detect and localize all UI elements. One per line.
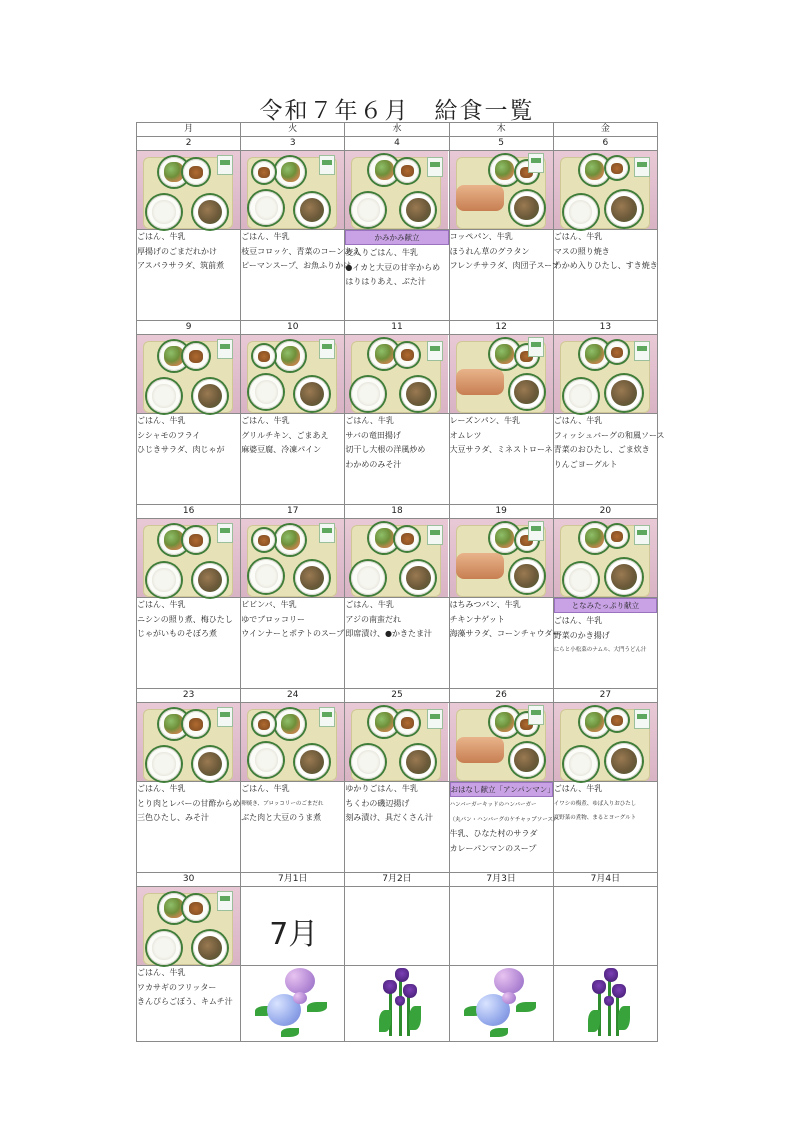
july-label: 7月 <box>269 917 319 952</box>
date-cell: 11 <box>345 321 449 335</box>
menu-line: ほうれん草のグラタン <box>449 246 530 256</box>
date-cell: 13 <box>553 321 657 335</box>
menu-line: わかめ入りひたし、すき焼き <box>553 261 658 270</box>
milk-carton <box>528 153 544 173</box>
menu-cell <box>345 414 449 505</box>
date-cell: 6 <box>553 137 657 151</box>
menu-line: きんぴらごぼう、キムチ汁 <box>137 997 233 1006</box>
menu-line: ごはん、牛乳 <box>345 416 394 425</box>
soup-bowl <box>193 563 227 597</box>
menu-line: じゃがいものそぼろ煮 <box>137 629 217 638</box>
weekday-tue: 火 <box>241 123 345 137</box>
date-row <box>137 873 658 887</box>
menu-line: ごはん、牛乳 <box>553 232 603 241</box>
menu-line: チキンナゲット <box>449 614 505 624</box>
menu-cell <box>449 414 553 505</box>
photo-cell <box>449 151 553 230</box>
menu-cell <box>241 230 361 321</box>
weekday-header-row <box>137 123 658 137</box>
soup-bowl <box>295 561 329 595</box>
photo-cell <box>241 519 345 598</box>
soup-bowl <box>606 375 642 411</box>
soup-bowl <box>193 747 227 781</box>
main-dish-plate <box>183 159 209 185</box>
side-dish-plate <box>275 525 305 555</box>
menu-line: ごはん、牛乳 <box>241 232 290 241</box>
photo-cell <box>553 887 657 966</box>
date-cell: 7月3日 <box>449 873 553 887</box>
meal-photo <box>450 335 553 413</box>
menu-line: ●イカと大豆の甘辛からめ <box>345 262 441 272</box>
meal-photo <box>554 335 657 413</box>
menu-row <box>137 414 658 505</box>
rice-bowl <box>147 931 181 965</box>
soup-bowl <box>193 379 227 413</box>
menu-line: ハンバーガーキッドのハンバーガー <box>449 802 537 808</box>
menu-line: ピーマンスープ、お魚ふりかけ <box>241 261 352 270</box>
photo-cell <box>553 151 657 230</box>
photo-cell <box>449 887 553 966</box>
photo-cell <box>345 151 449 230</box>
menu-cell <box>137 966 241 1042</box>
photo-cell <box>449 703 553 782</box>
milk-carton <box>634 525 650 545</box>
date-cell: 18 <box>345 505 449 519</box>
photo-row <box>137 335 658 414</box>
date-cell: 4 <box>345 137 449 151</box>
rice-bowl <box>147 747 181 781</box>
menu-cell <box>137 230 241 321</box>
date-cell: 16 <box>137 505 241 519</box>
special-menu-badge: となみたっぷり献立 <box>554 598 657 613</box>
photo-cell <box>553 703 657 782</box>
meal-photo <box>137 703 240 781</box>
menu-line: ごはん、牛乳 <box>137 416 186 425</box>
menu-line: 切干し大根の洋風炒め <box>345 445 426 454</box>
photo-row <box>137 151 658 230</box>
menu-line: りんごヨーグルト <box>553 459 618 469</box>
meal-photo <box>345 703 448 781</box>
date-cell: 7月1日 <box>241 873 345 887</box>
milk-carton <box>427 709 443 729</box>
menu-cell <box>137 598 241 689</box>
soup-bowl <box>193 931 227 965</box>
main-dish-plate <box>183 527 209 553</box>
photo-row <box>137 519 658 598</box>
menu-line: 野菜のかき揚げ <box>553 630 610 640</box>
date-cell: 12 <box>449 321 553 335</box>
menu-cell <box>553 598 657 689</box>
menu-line: ニシンの照り煮、梅ひたし <box>137 614 233 624</box>
menu-line: レーズンパン、牛乳 <box>449 416 520 425</box>
bread <box>456 369 504 395</box>
side-dish-plate <box>275 341 305 371</box>
menu-cell <box>345 782 449 873</box>
milk-carton <box>217 707 233 727</box>
milk-carton <box>528 705 544 725</box>
iris-icon <box>345 966 448 1041</box>
date-cell: 2 <box>137 137 241 151</box>
photo-cell <box>241 335 345 414</box>
menu-row <box>137 782 658 873</box>
soup-bowl <box>295 193 329 227</box>
menu-cell <box>449 230 560 321</box>
date-cell: 26 <box>449 689 553 703</box>
rice-bowl <box>249 191 283 225</box>
menu-line: 三色ひたし、みそ汁 <box>137 813 209 822</box>
menu-line: ごはん、牛乳 <box>345 600 394 609</box>
menu-line: シシャモのフライ <box>137 430 201 440</box>
flower-cell <box>345 966 449 1042</box>
menu-line: 卵焼き、ブロッコリーのごまだれ <box>241 800 324 807</box>
soup-bowl <box>606 743 642 779</box>
rice-bowl <box>564 563 598 597</box>
menu-line: 即席漬け、●かきたま汁 <box>345 629 433 638</box>
bread <box>456 553 504 579</box>
menu-row <box>137 230 658 321</box>
photo-row <box>137 887 658 966</box>
rice-bowl <box>147 379 181 413</box>
flower-cell <box>449 966 553 1042</box>
menu-line: ゆかりごはん、牛乳 <box>345 784 418 793</box>
page-title: 令和７年６月 給食一覧 <box>259 98 535 124</box>
menu-line: （丸パン・ハンバーグのケチャップソース） <box>449 816 559 823</box>
menu-line: ごはん、牛乳 <box>241 416 290 425</box>
date-cell: 27 <box>553 689 657 703</box>
soup-bowl <box>510 191 544 225</box>
meal-photo <box>345 335 448 413</box>
photo-cell <box>241 703 345 782</box>
photo-cell <box>553 335 657 414</box>
menu-line: ちくわの磯辺揚げ <box>345 798 410 808</box>
rice-bowl <box>147 563 181 597</box>
photo-cell <box>345 335 449 414</box>
calendar-body <box>137 137 665 1042</box>
menu-line: ごはん、牛乳 <box>137 968 186 977</box>
menu-line: わかめのみそ汁 <box>345 459 402 469</box>
menu-line: 刻み漬け、具だくさん汁 <box>345 813 434 822</box>
date-cell: 24 <box>241 689 345 703</box>
milk-carton <box>528 337 544 357</box>
date-cell: 17 <box>241 505 345 519</box>
photo-cell <box>553 519 657 598</box>
milk-carton <box>634 709 650 729</box>
photo-row <box>137 703 658 782</box>
menu-line: 麦入りごはん、牛乳 <box>345 248 418 257</box>
main-dish-plate <box>183 343 209 369</box>
menu-line: マスの照り焼き <box>553 246 610 256</box>
menu-line: ごはん、牛乳 <box>137 232 186 241</box>
iris-icon <box>554 966 657 1041</box>
meal-photo <box>345 519 448 597</box>
menu-line: ビビンバ、牛乳 <box>241 600 297 609</box>
menu-cell <box>553 414 665 505</box>
menu-line: 大豆サラダ、ミネストローネ <box>449 445 553 454</box>
milk-carton <box>319 339 335 359</box>
meal-photo <box>137 519 240 597</box>
menu-line: 厚揚げのごまだれかけ <box>137 246 217 256</box>
date-cell: 19 <box>449 505 553 519</box>
menu-row <box>137 598 658 689</box>
date-cell: 10 <box>241 321 345 335</box>
menu-line: フィッシュバーグの和風ソース <box>553 430 665 440</box>
menu-line: 麻婆豆腐、冷凍パイン <box>241 445 322 454</box>
menu-line: ウインナーとポテトのスープ <box>241 629 345 638</box>
meal-photo <box>241 335 344 413</box>
photo-cell <box>345 703 449 782</box>
soup-bowl <box>510 559 544 593</box>
meal-photo <box>137 887 240 965</box>
menu-cell <box>241 598 345 689</box>
menu-cell <box>137 782 241 873</box>
menu-line: にらと小松菜のナムル、大門うどん汁 <box>553 647 647 653</box>
menu-line: 枝豆コロッケ、青菜のコーンあえ <box>241 246 361 256</box>
bread <box>456 185 504 211</box>
bread <box>456 737 504 763</box>
date-cell: 23 <box>137 689 241 703</box>
menu-line: フレンチサラダ、肉団子スープ <box>449 261 560 270</box>
menu-line: 牛乳、ひなた村のサラダ <box>449 829 538 838</box>
date-cell: 9 <box>137 321 241 335</box>
date-cell: 7月4日 <box>553 873 657 887</box>
weekday-fri: 金 <box>553 123 657 137</box>
milk-carton <box>634 157 650 177</box>
date-cell: 30 <box>137 873 241 887</box>
menu-line: とり肉とレバーの甘酢からめ <box>137 798 241 808</box>
milk-carton <box>217 155 233 175</box>
menu-row <box>137 966 658 1042</box>
special-menu-badge: かみかみ献立 <box>345 230 448 245</box>
rice-bowl <box>249 559 283 593</box>
meal-photo <box>137 335 240 413</box>
milk-carton <box>319 523 335 543</box>
rice-bowl <box>564 379 598 413</box>
menu-cell <box>241 782 345 873</box>
meal-photo <box>137 151 240 229</box>
date-row <box>137 137 658 151</box>
date-row <box>137 321 658 335</box>
milk-carton <box>427 525 443 545</box>
menu-line: ワカサギのフリッター <box>137 982 217 992</box>
menu-cell <box>345 230 449 321</box>
menu-line: グリルチキン、ごまあえ <box>241 430 329 440</box>
photo-cell <box>137 151 241 230</box>
soup-bowl <box>193 195 227 229</box>
menu-line: オムレツ <box>449 430 482 440</box>
meal-photo <box>241 519 344 597</box>
weekday-wed: 水 <box>345 123 449 137</box>
meal-photo <box>345 151 448 229</box>
menu-line: コッペパン、牛乳 <box>449 232 513 241</box>
menu-line: ぶた肉と大豆のうま煮 <box>241 813 322 822</box>
date-cell: 3 <box>241 137 345 151</box>
menu-line: イワシの梅煮、ゆば入りおひたし <box>553 800 637 807</box>
main-dish-plate <box>606 525 628 547</box>
date-cell: 7月2日 <box>345 873 449 887</box>
hydrangea-icon <box>241 966 344 1041</box>
menu-line: 海藻サラダ、コーンチャウダー <box>449 629 561 638</box>
date-cell: 25 <box>345 689 449 703</box>
milk-carton <box>319 707 335 727</box>
menu-line: サバの竜田揚げ <box>345 430 401 440</box>
milk-carton <box>217 891 233 911</box>
menu-line: 夏野菜の煮物、まるとヨーグルト <box>553 815 637 821</box>
meal-photo <box>450 519 553 597</box>
photo-cell <box>449 335 553 414</box>
menu-line: アジの南蛮だれ <box>345 614 402 624</box>
rice-bowl <box>564 195 598 229</box>
date-cell: 20 <box>553 505 657 519</box>
soup-bowl <box>510 375 544 409</box>
main-dish-plate <box>606 709 628 731</box>
flower-cell <box>241 966 345 1042</box>
menu-line: ごはん、牛乳 <box>553 416 603 425</box>
date-row <box>137 689 658 703</box>
menu-line: カレーパンマンのスープ <box>449 843 537 853</box>
milk-carton <box>634 341 650 361</box>
meal-photo <box>450 151 553 229</box>
soup-bowl <box>510 743 544 777</box>
milk-carton <box>427 157 443 177</box>
rice-bowl <box>249 375 283 409</box>
menu-line: ゆでブロッコリー <box>241 614 306 624</box>
milk-carton <box>427 341 443 361</box>
menu-line: ごはん、牛乳 <box>137 784 186 793</box>
main-dish-plate <box>606 157 628 179</box>
menu-calendar-table <box>136 122 665 1042</box>
weekday-mon: 月 <box>137 123 241 137</box>
meal-photo <box>554 151 657 229</box>
menu-cell <box>449 782 559 873</box>
photo-cell <box>345 887 449 966</box>
special-menu-badge: おはなし献立「アンパンマン」 <box>450 782 553 797</box>
milk-carton <box>319 155 335 175</box>
rice-bowl <box>147 195 181 229</box>
milk-carton <box>528 521 544 541</box>
photo-cell <box>449 519 553 598</box>
menu-line: アスパラサラダ、筑前煮 <box>137 261 225 270</box>
soup-bowl <box>606 559 642 595</box>
menu-line: はりはりあえ、ぶた汁 <box>345 277 426 286</box>
photo-cell <box>137 519 241 598</box>
side-dish-plate <box>275 157 305 187</box>
photo-cell <box>241 887 345 966</box>
menu-line: 青菜のおひたし、ごま炊き <box>553 445 650 454</box>
menu-cell <box>553 230 657 321</box>
rice-bowl <box>249 743 283 777</box>
meal-photo <box>554 703 657 781</box>
menu-cell <box>553 782 657 873</box>
rice-bowl <box>564 747 598 781</box>
main-dish-plate <box>606 341 628 363</box>
date-row <box>137 505 658 519</box>
meal-photo <box>450 703 553 781</box>
main-dish-plate <box>183 895 209 921</box>
soup-bowl <box>606 191 642 227</box>
menu-line: ごはん、牛乳 <box>553 616 603 625</box>
menu-cell <box>345 598 449 689</box>
menu-line: ごはん、牛乳 <box>241 784 290 793</box>
date-cell: 5 <box>449 137 553 151</box>
meal-photo <box>241 703 344 781</box>
menu-line: ごはん、牛乳 <box>137 600 186 609</box>
photo-cell <box>137 887 241 966</box>
soup-bowl <box>295 377 329 411</box>
weekday-thu: 木 <box>449 123 553 137</box>
flower-cell <box>553 966 657 1042</box>
menu-line: はちみつパン、牛乳 <box>449 600 521 609</box>
menu-line: ひじきサラダ、肉じゃが <box>137 445 225 454</box>
soup-bowl <box>295 745 329 779</box>
photo-cell <box>137 703 241 782</box>
main-dish-plate <box>183 711 209 737</box>
photo-cell <box>345 519 449 598</box>
side-dish-plate <box>275 709 305 739</box>
photo-cell <box>241 151 345 230</box>
menu-cell <box>241 414 345 505</box>
meal-photo <box>554 519 657 597</box>
hydrangea-icon <box>450 966 553 1041</box>
photo-cell <box>137 335 241 414</box>
menu-cell <box>137 414 241 505</box>
milk-carton <box>217 523 233 543</box>
menu-cell <box>449 598 561 689</box>
milk-carton <box>217 339 233 359</box>
menu-line: ごはん、牛乳 <box>553 784 603 793</box>
meal-photo <box>241 151 344 229</box>
